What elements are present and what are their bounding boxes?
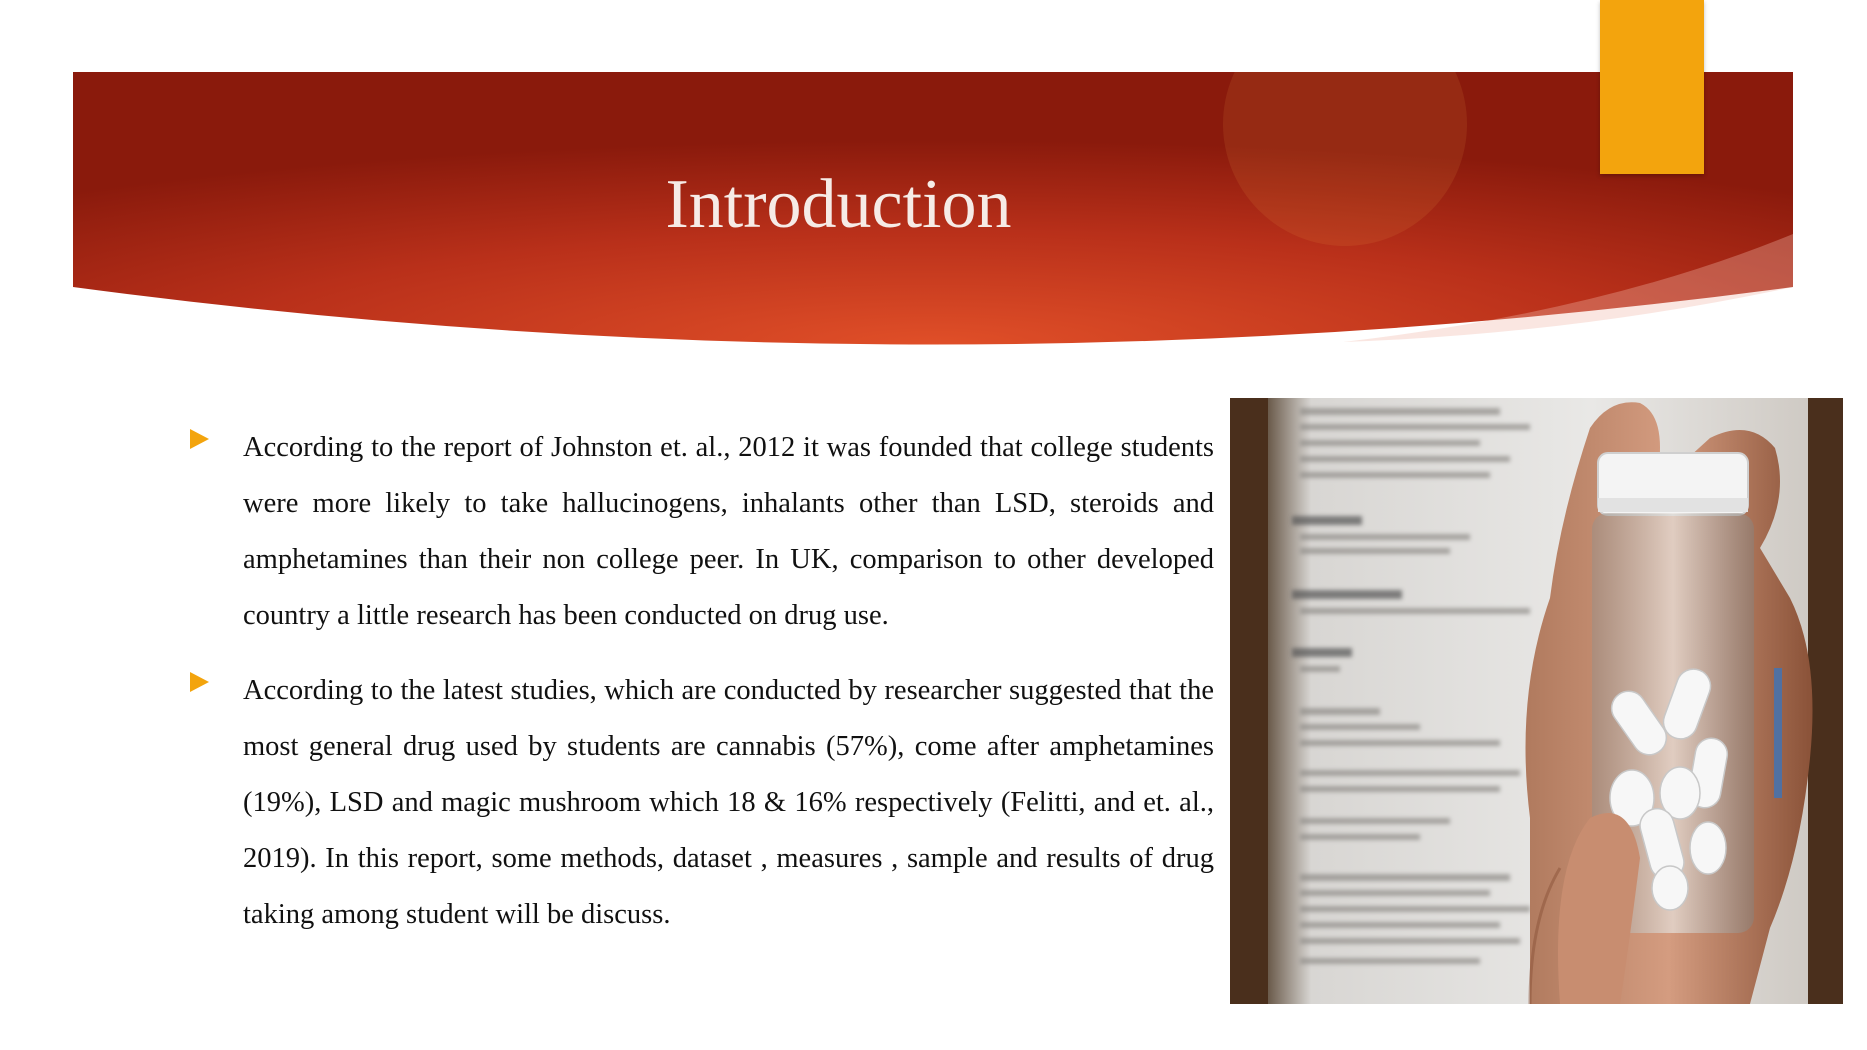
bullet-text: According to the latest studies, which are conducted by researcher suggested that the most general drug used by students are cannabis (57%), come after amphetamines (19%), LSD and magic mushroom which 18 & 16% respectively (Felitti, and et. al., 2019). In this report, some methods, dataset , measures , sample and results of drug taking among student will be discuss. [243,675,1214,930]
bullet-list [190,420,1214,962]
triangle-right-icon [190,429,209,449]
bullet-text: According to the report of Johnston et. al., 2012 it was founded that college students were more likely to take hallucinogens, inhalants other than LSD, steroids and amphetamines than their non college peer. In UK, comparison to other developed country a little research has been conducted on drug use. [243,432,1214,631]
triangle-right-icon [190,672,209,692]
slide-title: Introduction [665,166,1012,243]
bullet-item [190,420,1214,644]
bullet-item [190,663,1214,943]
accent-tab [1600,0,1704,174]
pill-bottle-photo [1230,398,1843,1004]
